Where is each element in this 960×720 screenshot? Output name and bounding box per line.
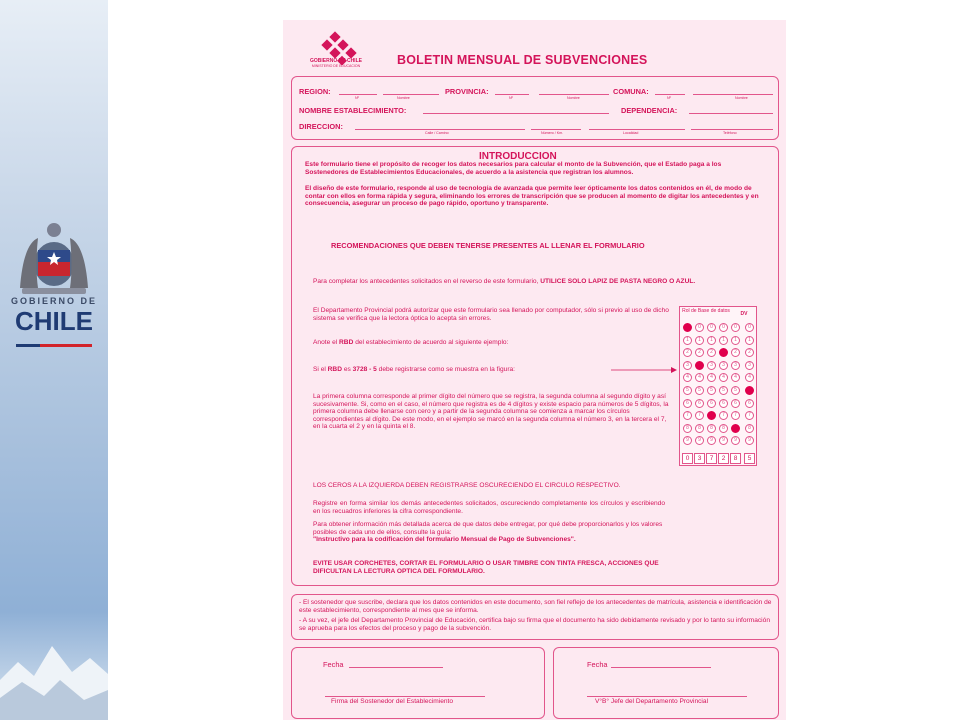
snow-mountain-icon (0, 610, 108, 720)
direccion-localidad-field[interactable] (589, 129, 685, 130)
grid-digit-cell[interactable]: 0 (682, 453, 693, 464)
grid-bubble[interactable]: 5 (707, 386, 716, 395)
grid-bubble[interactable]: 2 (707, 348, 716, 357)
grid-digit-cell-dv[interactable]: 5 (744, 453, 755, 464)
grid-bubble[interactable]: 8 (683, 424, 692, 433)
comuna-n-field[interactable] (655, 94, 685, 95)
boletin-form-sheet (283, 20, 786, 720)
rbd-bubble-grid (679, 306, 757, 466)
grid-bubble[interactable]: 3 (707, 361, 716, 370)
form-title: BOLETIN MENSUAL DE SUBVENCIONES (397, 53, 648, 67)
grid-bubble[interactable]: 7 (707, 411, 716, 420)
fecha-label-2: Fecha (587, 660, 608, 669)
provincia-name-field[interactable] (539, 94, 609, 95)
grid-bubble[interactable]: 9 (731, 436, 740, 445)
grid-bubble[interactable]: 3 (731, 361, 740, 370)
comuna-n-sub: Nº (667, 96, 671, 100)
grid-bubble[interactable]: 9 (707, 436, 716, 445)
recomendacion-registre: Registre en forma similar los demás antecedentes solicitados, oscureciendo completamente los círculos y escribiendo en los recuadros inferiores la cifra correspondiente. (313, 500, 665, 515)
direccion-label: DIRECCION: (299, 122, 343, 131)
recomendacion-ejemplo: Si el RBD es 3728 - 5 debe registrarse como se muestra en la figura: (313, 366, 516, 373)
region-n-field[interactable] (339, 94, 377, 95)
grid-bubble[interactable]: 1 (683, 336, 692, 345)
grid-bubble[interactable]: 4 (719, 373, 728, 382)
grid-bubble[interactable]: 8 (719, 424, 728, 433)
direccion-telefono-field[interactable] (691, 129, 773, 130)
grid-bubble[interactable]: 4 (731, 373, 740, 382)
grid-bubble[interactable]: 6 (745, 399, 754, 408)
logo-name: GOBIERNO DE CHILE (310, 58, 362, 64)
chile-logo-text: CHILE (15, 306, 93, 336)
grid-bubble[interactable]: 2 (683, 348, 692, 357)
firma-sostenedor-label: Firma del Sostenedor del Establecimiento (331, 698, 454, 705)
fecha-field-1[interactable] (349, 667, 443, 668)
fecha-label-1: Fecha (323, 660, 344, 669)
grid-bubble[interactable]: 8 (745, 424, 754, 433)
region-name-field[interactable] (383, 94, 439, 95)
logo-subtitle: MINISTERIO DE EDUCACION (311, 64, 361, 68)
grid-bubble[interactable]: 0 (695, 323, 704, 332)
grid-bubble[interactable]: 8 (731, 424, 740, 433)
grid-bubble[interactable]: 3 (745, 361, 754, 370)
grid-bubble[interactable]: 7 (719, 411, 728, 420)
grid-bubble[interactable]: 6 (707, 399, 716, 408)
grid-digit-cell[interactable]: 7 (706, 453, 717, 464)
grid-bubble[interactable]: 8 (707, 424, 716, 433)
provincia-nombre-sub: Nombre (567, 96, 580, 100)
grid-bubble[interactable]: 0 (745, 323, 754, 332)
grid-bubble[interactable]: 0 (707, 323, 716, 332)
grid-bubble[interactable]: 3 (719, 361, 728, 370)
grid-bubble[interactable]: 7 (683, 411, 692, 420)
grid-bubble[interactable]: 9 (745, 436, 754, 445)
intro-paragraph-1: Este formulario tiene el propósito de recoger los datos necesarios para calcular el monto de la Subvención, que el Estado paga a los Sostenedores de Establecimientos Educacionales, de acuerdo a la asistencia que registran los alumnos. (305, 161, 722, 176)
grid-bubble[interactable]: 0 (683, 323, 692, 332)
provincia-label: PROVINCIA: (445, 87, 489, 96)
grid-bubble[interactable]: 6 (731, 399, 740, 408)
grid-bubble[interactable]: 6 (719, 399, 728, 408)
grid-digit-cell[interactable]: 3 (694, 453, 705, 464)
telefono-sub: Teléfono (723, 131, 737, 135)
grid-bubble[interactable]: 9 (719, 436, 728, 445)
grid-digit-cell[interactable]: 8 (730, 453, 741, 464)
comuna-name-field[interactable] (693, 94, 773, 95)
grid-bubble[interactable]: 7 (745, 411, 754, 420)
grid-bubble[interactable]: 7 (731, 411, 740, 420)
grid-digit-cell[interactable]: 2 (718, 453, 729, 464)
grid-bubble[interactable]: 4 (695, 373, 704, 382)
grid-bubble[interactable]: 7 (695, 411, 704, 420)
declaracion-jefe: - A su vez, el jefe del Departamento Provincial de Educación, certifica bajo su firma que el documento ha sido debidamente revisado y por lo tanto su información se aprueba para los efectos del proceso y pago de la subvención. (299, 617, 770, 632)
grid-bubble[interactable]: 2 (695, 348, 704, 357)
recomendacion-columnas: La primera columna corresponde al primer dígito del número que se registra, la segunda columna al segundo dígito y así sucesivamente. Si, como en el caso, el número que registra es de 4 dígitos y existe espacio para números de 5 dígitos, la primera columna debe llenarse con cero y a partir de la segunda columna se comienza a marcar los círculos correspondientes al dígito. De este modo, en el ejemplo se marcó en la segunda columna el número 3, en la tercera el 7, en la cuarta el 2 y en la quinta el 8. (313, 393, 669, 431)
grid-bubble[interactable]: 1 (731, 336, 740, 345)
provincia-n-sub: Nº (509, 96, 513, 100)
arrow-right-icon (611, 366, 677, 374)
grid-bubble[interactable]: 5 (683, 386, 692, 395)
region-n-sub: Nº (355, 96, 359, 100)
grid-bubble[interactable]: 2 (731, 348, 740, 357)
intro-paragraph-2: El diseño de este formulario, responde al uso de tecnología de avanzada que permite leer ópticamente los datos contenidos en él, de modo de contar con ellos en forma rápida y segura, eliminando los errores de transcripción que se producen al momento de digitar los antecedentes y en consecuencia, asegurar un proceso de pago rápido, oportuno y transparente. (305, 185, 759, 208)
chile-coat-of-arms-icon (8, 220, 100, 300)
declaracion-sostenedor: - El sostenedor que suscribe, declara que los datos contenidos en este documento, son fiel reflejo de los antecedentes de matrícula, asistencia e identificación de este establecimiento, correspondiente al mes que se informa. (299, 599, 772, 614)
grid-bubble[interactable]: 5 (719, 386, 728, 395)
gobierno-de-label: GOBIERNO DE (10, 296, 97, 306)
provincia-n-field[interactable] (495, 94, 529, 95)
direccion-numero-field[interactable] (531, 129, 581, 130)
fecha-field-2[interactable] (611, 667, 711, 668)
grid-head-rol: Rol de Base de datos (682, 308, 730, 314)
nombre-establecimiento-label: NOMBRE ESTABLECIMIENTO: (299, 106, 407, 115)
left-banner (0, 0, 108, 720)
recomendacion-instructivo: "Instructivo para la codificación del formulario Mensual de Pago de Subvenciones". (313, 536, 576, 543)
grid-bubble[interactable]: 3 (683, 361, 692, 370)
grid-bubble[interactable]: 1 (695, 336, 704, 345)
grid-bubble[interactable]: 4 (707, 373, 716, 382)
grid-bubble[interactable]: 8 (695, 424, 704, 433)
grid-bubble[interactable]: 3 (695, 361, 704, 370)
firma-jefe-label: V°B° Jefe del Departamento Provincial (595, 698, 709, 705)
localidad-sub: Localidad (623, 131, 639, 135)
grid-bubble[interactable]: 1 (719, 336, 728, 345)
grid-head-dv: DV (740, 311, 748, 317)
direccion-calle-field[interactable] (355, 129, 525, 130)
dependencia-label: DEPENDENCIA: (621, 106, 678, 115)
firma-jefe-line[interactable] (587, 696, 747, 697)
grid-bubble[interactable]: 2 (745, 348, 754, 357)
grid-bubble[interactable]: 4 (745, 373, 754, 382)
recomendacion-ceros: LOS CEROS A LA IZQUIERDA DEBEN REGISTRARSE OSCURECIENDO EL CIRCULO RESPECTIVO. (313, 482, 621, 489)
signature-box-jefe (553, 647, 779, 719)
region-label: REGION: (299, 87, 331, 96)
region-nombre-sub: Nombre (397, 96, 410, 100)
grid-bubble[interactable]: 5 (745, 386, 754, 395)
chile-flag-stripe (16, 334, 92, 337)
grid-bubble[interactable]: 9 (683, 436, 692, 445)
recomendacion-evite: EVITE USAR CORCHETES, CORTAR EL FORMULARIO O USAR TIMBRE CON TINTA FRESCA, ACCIONES QUE DIFICULTAN LA LECTURA OPTICA DEL FORMULARIO. (313, 560, 659, 575)
signature-box-sostenedor (291, 647, 545, 719)
grid-bubble[interactable]: 0 (731, 323, 740, 332)
recomendacion-lapiz: Para completar los antecedentes solicitados en el reverso de este formulario, UTILICE SOLO LAPIZ DE PASTA NEGRO O AZUL. (313, 278, 696, 285)
grid-bubble[interactable]: 6 (695, 399, 704, 408)
gobierno-de-chile-logo-icon (309, 26, 367, 76)
comuna-label: COMUNA: (613, 87, 649, 96)
grid-bubble[interactable]: 4 (683, 373, 692, 382)
grid-bubble[interactable]: 0 (719, 323, 728, 332)
grid-bubble[interactable]: 1 (707, 336, 716, 345)
intro-heading: INTRODUCCION (479, 151, 557, 162)
comuna-nombre-sub: Nombre (735, 96, 748, 100)
recomendacion-rbd: Anote el RBD del establecimiento de acuerdo al siguiente ejemplo: (313, 339, 509, 346)
recomendacion-guia: Para obtener información más detallada acerca de que datos debe entregar, por qué debe proporcionarlos y los valores posibles de cada uno de ellos, consulte la guía: (313, 521, 663, 536)
nombre-establecimiento-field[interactable] (423, 113, 609, 114)
grid-bubble[interactable]: 6 (683, 399, 692, 408)
grid-bubble[interactable]: 2 (719, 348, 728, 357)
firma-sostenedor-line[interactable] (325, 696, 485, 697)
grid-bubble[interactable]: 1 (745, 336, 754, 345)
grid-bubble[interactable]: 5 (731, 386, 740, 395)
calle-sub: Calle / Camino (425, 131, 449, 135)
numero-sub: Número / Km. (541, 131, 564, 135)
recomendaciones-heading: RECOMENDACIONES QUE DEBEN TENERSE PRESENTES AL LLENAR EL FORMULARIO (331, 241, 645, 250)
dependencia-field[interactable] (689, 113, 773, 114)
grid-bubble[interactable]: 5 (695, 386, 704, 395)
grid-bubble[interactable]: 9 (695, 436, 704, 445)
recomendacion-computador: El Departamento Provincial podrá autorizar que este formulario sea llenado por computador, sólo si previo al uso de dicho sistema se verifica que la lectora óptica lo acepta sin errores. (313, 307, 669, 322)
